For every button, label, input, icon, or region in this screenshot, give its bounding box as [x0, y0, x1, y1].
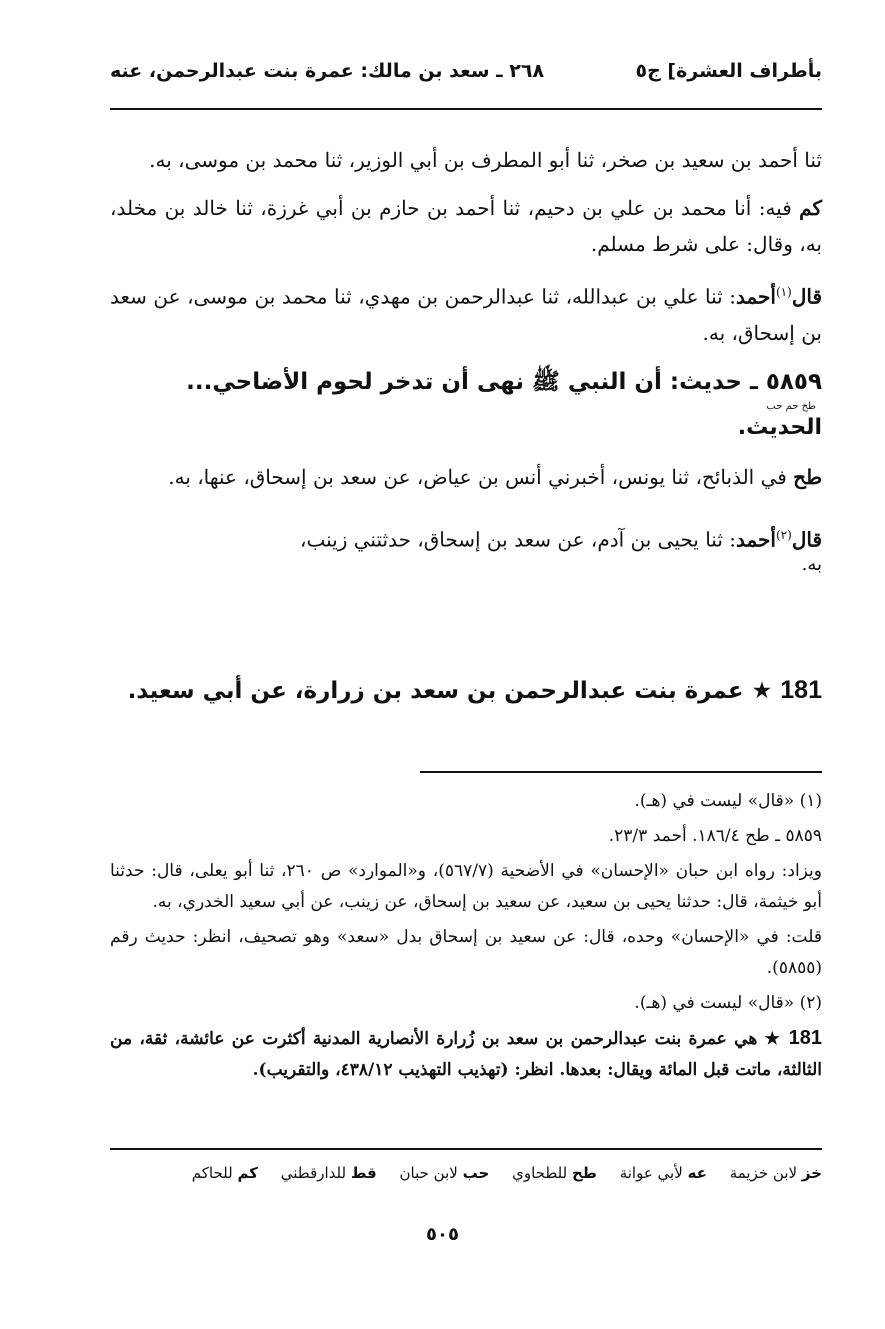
- footnote-hadith-ref: ٥٨٥٩ ـ طح ١٨٦/٤. أحمد ٢٣/٣.: [608, 826, 822, 846]
- siglum-ahmad: أحمد: [736, 284, 776, 309]
- bio-text: هي عمرة بنت عبدالرحمن بن سعد بن زُرارة الأنصارية المدنية أكثرت عن عائشة، ثقة، من الثالثة، ماتت قبل المائة ويقال: بعدها. انظر: (تهذيب التهذيب ٤٣٨/١٢، والتقريب).: [110, 1029, 822, 1080]
- legend-item: قط للدارقطني: [280, 1164, 377, 1182]
- footnote-remark: قلت: في «الإحسان» وحده، قال: عن سعيد بن إسحاق بدل «سعد» وهو تصحيف، انظر: حديث رقم (٥٨٥٥).: [110, 927, 822, 978]
- star-icon: ★: [764, 1029, 782, 1049]
- narrator-name: عمرة بنت عبدالرحمن بن سعد بن زرارة، عن أبي سعيد.: [127, 678, 744, 704]
- paragraph-3-text: : ثنا علي بن عبدالله، ثنا عبدالرحمن بن مهدي، ثنا محمد بن موسى، عن سعد بن إسحاق، به.: [110, 284, 822, 345]
- narrator-number: 181: [780, 676, 822, 704]
- abbreviation-legend: [110, 1164, 822, 1182]
- paragraph-3: [110, 274, 822, 351]
- header-rule: [110, 108, 822, 110]
- qala-label: قال: [791, 284, 822, 309]
- footnotes: [110, 786, 822, 1090]
- narrator-heading: [110, 668, 822, 713]
- page-number: ٥٠٥: [426, 1224, 459, 1245]
- footnote-2: (٢) «قال» ليست في (هـ).: [634, 993, 822, 1013]
- siglum-ahmad: أحمد: [736, 527, 776, 552]
- running-header: [110, 60, 822, 94]
- siglum-kam: كم: [799, 196, 822, 220]
- star-icon: ★: [751, 678, 773, 704]
- hadith-sigla: طح حم حب: [766, 400, 816, 412]
- paragraph-5: [110, 517, 822, 578]
- paragraph-2-text: فيه: أنا محمد بن علي بن دحيم، ثنا أحمد بن حازم بن أبي غرزة، ثنا خالد بن مخلد، به، وقال: على شرط مسلم.: [110, 196, 822, 256]
- paragraph-4: [110, 459, 822, 495]
- legend-rule: [110, 1148, 822, 1150]
- hadith-heading-end: الحديث.: [737, 414, 822, 440]
- legend-item: عه لأبي عوانة: [619, 1164, 707, 1182]
- legend-item: حب لابن حبان: [399, 1164, 490, 1182]
- paragraph-5-end: به.: [801, 554, 822, 576]
- paragraph-2: [110, 190, 822, 262]
- header-section-title: ٢٦٨ ـ سعد بن مالك: عمرة بنت عبدالرحمن، عنه: [110, 60, 545, 82]
- footnote-addition: ويزاد: رواه ابن حبان «الإحسان» في الأضحية (٥٦٧/٧)، و«الموارد» ص ٢٦٠، ثنا أبو يعلى، قال: حدثنا أبو خيثمة، قال: حدثنا يحيى بن سعيد، عن سعيد بن إسحاق، عن زينب، عن أبي سعيد الخدري، به.: [110, 861, 822, 912]
- footnote-ref-1: (١): [775, 285, 792, 299]
- legend-item: كم للحاكم: [191, 1164, 258, 1182]
- legend-item: خز لابن خزيمة: [729, 1164, 822, 1182]
- header-book-title: بأطراف العشرة] ج٥: [635, 60, 822, 82]
- main-text: [110, 142, 822, 589]
- footnote-1: (١) «قال» ليست في (هـ).: [634, 791, 822, 811]
- legend-item: طح للطحاوي: [512, 1164, 597, 1182]
- footnote-narrator-bio: [110, 1023, 822, 1086]
- paragraph-4-text: في الذبائح، ثنا يونس، أخبرني أنس بن عياض، عن سعد بن إسحاق، عنها، به.: [168, 464, 787, 489]
- hadith-heading: ٥٨٥٩ ـ حديث: أن النبي ﷺ نهى أن تدخر لحوم الأضاحي...: [186, 368, 822, 395]
- footnote-ref-2: (٢): [775, 527, 792, 542]
- bio-number: 181: [788, 1027, 823, 1049]
- qala-label: قال: [791, 527, 822, 552]
- footnote-separator: [420, 771, 822, 773]
- siglum-tah: طح: [793, 464, 822, 489]
- paragraph-1: ثنا أحمد بن سعيد بن صخر، ثنا أبو المطرف بن أبي الوزير، ثنا محمد بن موسى، به.: [149, 148, 822, 172]
- paragraph-5-text: : ثنا يحيى بن آدم، عن سعد بن إسحاق، حدثتني زينب،: [300, 527, 736, 552]
